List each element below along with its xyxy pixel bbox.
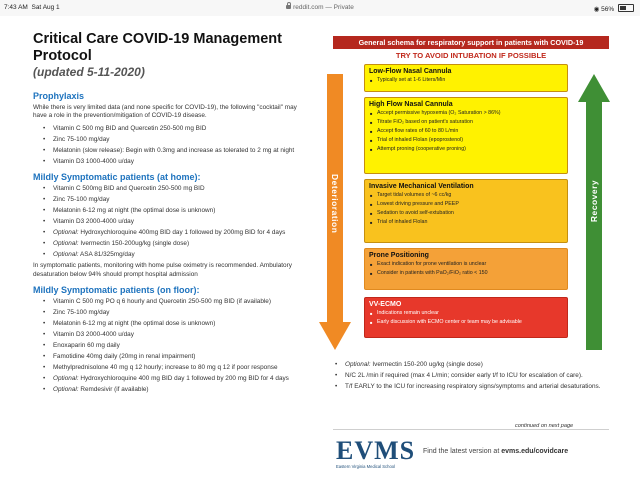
- list-item: • Optional: Ivermectin 150-200 ug/kg (single dose): [333, 361, 609, 369]
- box-prone-positioning: [364, 248, 568, 290]
- box-item: ■ Consider in patients with PaO₂/FiO₂ ratio < 150: [369, 270, 563, 277]
- logo-text: EVMS: [336, 436, 416, 465]
- section-heading-prophylaxis: Prophylaxis: [33, 91, 85, 101]
- home-list: [33, 185, 303, 259]
- list-item: • Optional: ASA 81/325mg/day: [33, 251, 303, 259]
- box-title: High Flow Nasal Cannula: [369, 101, 453, 108]
- section-heading-home: Mildly Symptomatic patients (at home):: [33, 172, 201, 183]
- list-item: • Melatonin (slow release): Begin with 0.3mg and increase as tolerated to 2 mg at night: [33, 147, 303, 155]
- box-high-flow: [364, 97, 568, 174]
- box-item: ■ Accept flow rates of 60 to 80 L/min: [369, 128, 563, 135]
- list-item: • Vitamin D3 2000-4000 u/day: [33, 331, 303, 339]
- list-item: • Melatonin 6-12 mg at night (the optimal dose is unknown): [33, 320, 303, 328]
- list-item: • Vitamin C 500 mg BID and Quercetin 250-500 mg BID: [33, 125, 303, 133]
- section-heading-floor: Mildly Symptomatic patients (on floor):: [33, 285, 200, 296]
- deterioration-label: Deterioration: [330, 174, 340, 234]
- status-bar: [0, 0, 640, 16]
- respiratory-schema: [330, 36, 609, 325]
- status-time: 7:43 AM: [4, 4, 28, 11]
- document-page: [0, 16, 640, 480]
- logo-subtitle: Eastern Virginia Medical School: [336, 464, 396, 469]
- box-item: ■ Indications remain unclear: [369, 310, 563, 317]
- box-item: ■ Lowest driving pressure and PEEP: [369, 201, 563, 208]
- list-item: • T/f EARLY to the ICU for increasing respiratory signs/symptoms and arterial desaturations.: [333, 383, 609, 391]
- list-item: • Vitamin C 500mg BID and Quercetin 250-500 mg BID: [33, 185, 303, 193]
- list-item: • Vitamin C 500 mg PO q 6 hourly and Quercetin 250-500 mg BID (if available): [33, 298, 303, 306]
- page-title: Critical Care COVID-19 Management Protocol: [33, 31, 282, 64]
- prophylaxis-list: [33, 125, 303, 166]
- box-item: ■ Accept permissive hypoxemia (O₂ Saturation > 86%): [369, 110, 563, 117]
- evms-link[interactable]: evms.edu/covidcare: [501, 448, 569, 455]
- list-item: • Enoxaparin 60 mg daily: [33, 342, 303, 350]
- list-item: • Optional: Ivermectin 150-200ug/kg (single dose): [33, 240, 303, 248]
- box-item: ■ Titrate FiO₂ based on patient's saturation: [369, 119, 563, 126]
- continued-note: continued on next page: [515, 423, 574, 429]
- list-item: • N/C 2L /min if required (max 4 L/min; consider early t/f to ICU for escalation of care).: [333, 372, 609, 380]
- list-item: • Optional: Remdesivir (if available): [33, 386, 303, 394]
- private-mode-label: — Private: [325, 4, 354, 11]
- list-item: • Zinc 75-100 mg/day: [33, 136, 303, 144]
- url-bar[interactable]: [0, 4, 640, 11]
- url-text: reddit.com: [293, 4, 324, 11]
- schema-area: [330, 64, 609, 356]
- box-item: ■ Attempt proning (cooperative proning): [369, 146, 563, 153]
- wifi-icon: ◉: [593, 6, 600, 13]
- right-bullet-list: [333, 361, 609, 391]
- box-item: ■ Early discussion with ECMO center or team may be advisable: [369, 319, 563, 326]
- box-title: Prone Positioning: [369, 252, 429, 259]
- list-item: • Zinc 75-100 mg/day: [33, 309, 303, 317]
- list-item: • Zinc 75-100 mg/day: [33, 196, 303, 204]
- prophylaxis-intro: While there is very limited data (and none specific for COVID-19), the following "cocktail" may have a role in the prevention/mitigation of COVID-19 disease.: [33, 104, 297, 120]
- battery-percent: 56%: [601, 6, 615, 13]
- battery-icon: [618, 4, 634, 12]
- box-vv-ecmo: [364, 297, 568, 338]
- box-item: ■ Sedation to avoid self-extubation: [369, 210, 563, 217]
- avoid-intubation-text: TRY TO AVOID INTUBATION IF POSSIBLE: [395, 51, 547, 60]
- list-item: • Melatonin 6-12 mg at night (the optimal dose is unknown): [33, 207, 303, 215]
- right-bullets: [333, 359, 609, 394]
- box-title: Invasive Mechanical Ventilation: [369, 183, 474, 190]
- footer-divider: [333, 429, 609, 430]
- status-right: [594, 4, 634, 13]
- find-latest-text: Find the latest version at evms.edu/covidcare: [423, 448, 569, 455]
- list-item: • Vitamin D3 1000-4000 u/day: [33, 158, 303, 166]
- box-item: ■ Exact indication for prone ventilation is unclear: [369, 261, 563, 268]
- box-item: ■ Target tidal volumes of ~6 cc/kg: [369, 192, 563, 199]
- lock-icon: [286, 5, 291, 9]
- home-note: In symptomatic patients, monitoring with home pulse oximetry is recommended. Ambulatory desaturation below 94% should prompt hospital admission: [33, 262, 292, 278]
- box-low-flow: [364, 64, 568, 92]
- box-item: ■ Trial of inhaled Flolan: [369, 219, 563, 226]
- left-column: [33, 31, 303, 397]
- box-title: VV-ECMO: [369, 301, 402, 308]
- status-date: Sat Aug 1: [31, 4, 60, 11]
- floor-list: [33, 298, 303, 394]
- recovery-label: Recovery: [589, 179, 599, 223]
- box-title: Low-Flow Nasal Cannula: [369, 68, 452, 75]
- schema-title: General schema for respiratory support in patients with COVID-19: [333, 36, 609, 49]
- box-item: ■ Typically set at 1-6 Liters/Min: [369, 77, 563, 84]
- evms-logo: [336, 436, 416, 469]
- updated-date: (updated 5-11-2020): [33, 65, 145, 79]
- box-item: ■ Trial of inhaled Flolan (epoprostenol): [369, 137, 563, 144]
- list-item: • Optional: Hydroxychloroquine 400mg BID day 1 followed by 200mg BID for 4 days: [33, 229, 303, 237]
- list-item: • Methylprednisolone 40 mg q 12 hourly; increase to 80 mg q 12 if poor response: [33, 364, 303, 372]
- box-mechanical-ventilation: [364, 179, 568, 243]
- list-item: • Vitamin D3 2000-4000 u/day: [33, 218, 303, 226]
- list-item: • Famotidine 40mg daily (20mg in renal impairment): [33, 353, 303, 361]
- list-item: • Optional: Hydroxychloroquine 400 mg BID day 1 followed by 200 mg BID for 4 days: [33, 375, 303, 383]
